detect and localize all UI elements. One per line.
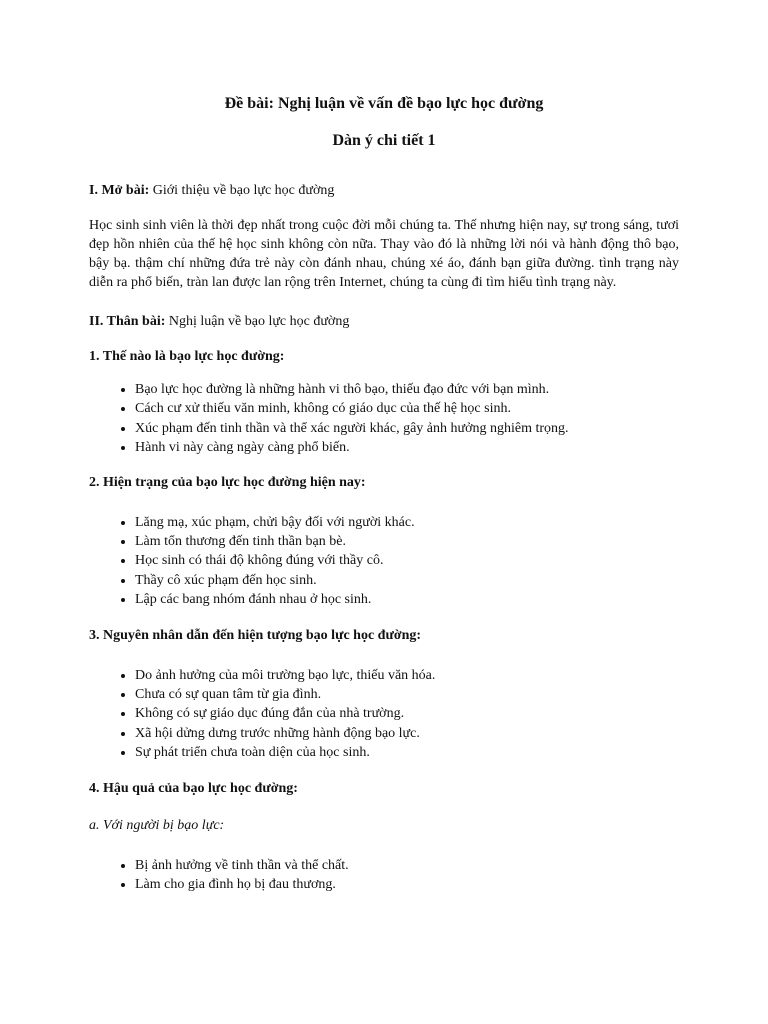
list-item: • Làm cho gia đình họ bị đau thương.	[135, 875, 679, 894]
intro-label: I. Mở bài:	[89, 183, 150, 198]
section-heading-2: 2. Hiện trạng của bạo lực học đường hiện nay:	[89, 474, 366, 490]
section-list-4	[89, 856, 679, 895]
list-item: • Làm tổn thương đến tinh thần bạn bè.	[135, 532, 679, 551]
list-item: • Chưa có sự quan tâm từ gia đình.	[135, 685, 679, 704]
section-list-1	[89, 380, 679, 458]
intro-text: Giới thiệu về bạo lực học đường	[149, 183, 335, 198]
section-list-2	[89, 513, 679, 610]
section-heading-3: 3. Nguyên nhân dẫn đến hiện tượng bạo lực học đường:	[89, 627, 422, 643]
list-item: • Xã hội dửng dưng trước những hành động bạo lực.	[135, 724, 679, 743]
intro-heading	[89, 181, 679, 200]
list-item: • Xúc phạm đến tinh thần và thể xác người khác, gây ảnh hưởng nghiêm trọng.	[135, 419, 679, 438]
list-item: • Hành vi này càng ngày càng phổ biến.	[135, 438, 679, 457]
list-item: • Sự phát triển chưa toàn diện của học sinh.	[135, 743, 679, 762]
list-item: • Thầy cô xúc phạm đến học sinh.	[135, 571, 679, 590]
list-item: • Lăng mạ, xúc phạm, chửi bậy đối với người khác.	[135, 513, 679, 532]
list-item: • Bị ảnh hưởng về tinh thần và thể chất.	[135, 856, 679, 875]
list-item: • Do ảnh hưởng của môi trường bạo lực, thiếu văn hóa.	[135, 666, 679, 685]
document-body	[89, 181, 679, 895]
intro-paragraph: Học sinh sinh viên là thời đẹp nhất trong cuộc đời mỗi chúng ta. Thế nhưng hiện nay, sự trong sáng, tươi đẹp hồn nhiên của thế hệ học sinh không còn nữa. Thay vào đó là những lời nói và hành động thô bạo, bậy bạ. thậm chí những đứa trẻ này còn đánh nhau, chúng xé áo, đánh bạn giữa đường. tình trạng này diễn ra phổ biến, tràn lan được lan rộng trên Internet, chúng ta cùng đi tìm hiểu tình trạng này.	[89, 218, 679, 290]
body-label: II. Thân bài:	[89, 314, 166, 329]
list-item: • Lập các bang nhóm đánh nhau ở học sinh.	[135, 590, 679, 609]
list-item: • Cách cư xử thiếu văn minh, không có giáo dục của thế hệ học sinh.	[135, 399, 679, 418]
section-heading-4: 4. Hậu quả của bạo lực học đường:	[89, 780, 298, 796]
list-item: • Bạo lực học đường là những hành vi thô bạo, thiếu đạo đức với bạn mình.	[135, 380, 679, 399]
body-text: Nghị luận về bạo lực học đường	[165, 314, 350, 329]
section-list-3	[89, 666, 679, 763]
document-subtitle: Dàn ý chi tiết 1	[332, 132, 436, 149]
list-item: • Không có sự giáo dục đúng đắn của nhà trường.	[135, 704, 679, 723]
body-heading	[89, 312, 679, 331]
section-heading-1: 1. Thế nào là bạo lực học đường:	[89, 349, 285, 364]
section-subheading-4a: a. Với người bị bạo lực:	[89, 817, 225, 833]
list-item: • Học sinh có thái độ không đúng với thầy cô.	[135, 551, 679, 570]
document-title: Đề bài: Nghị luận về vấn đề bạo lực học đường	[224, 95, 544, 112]
